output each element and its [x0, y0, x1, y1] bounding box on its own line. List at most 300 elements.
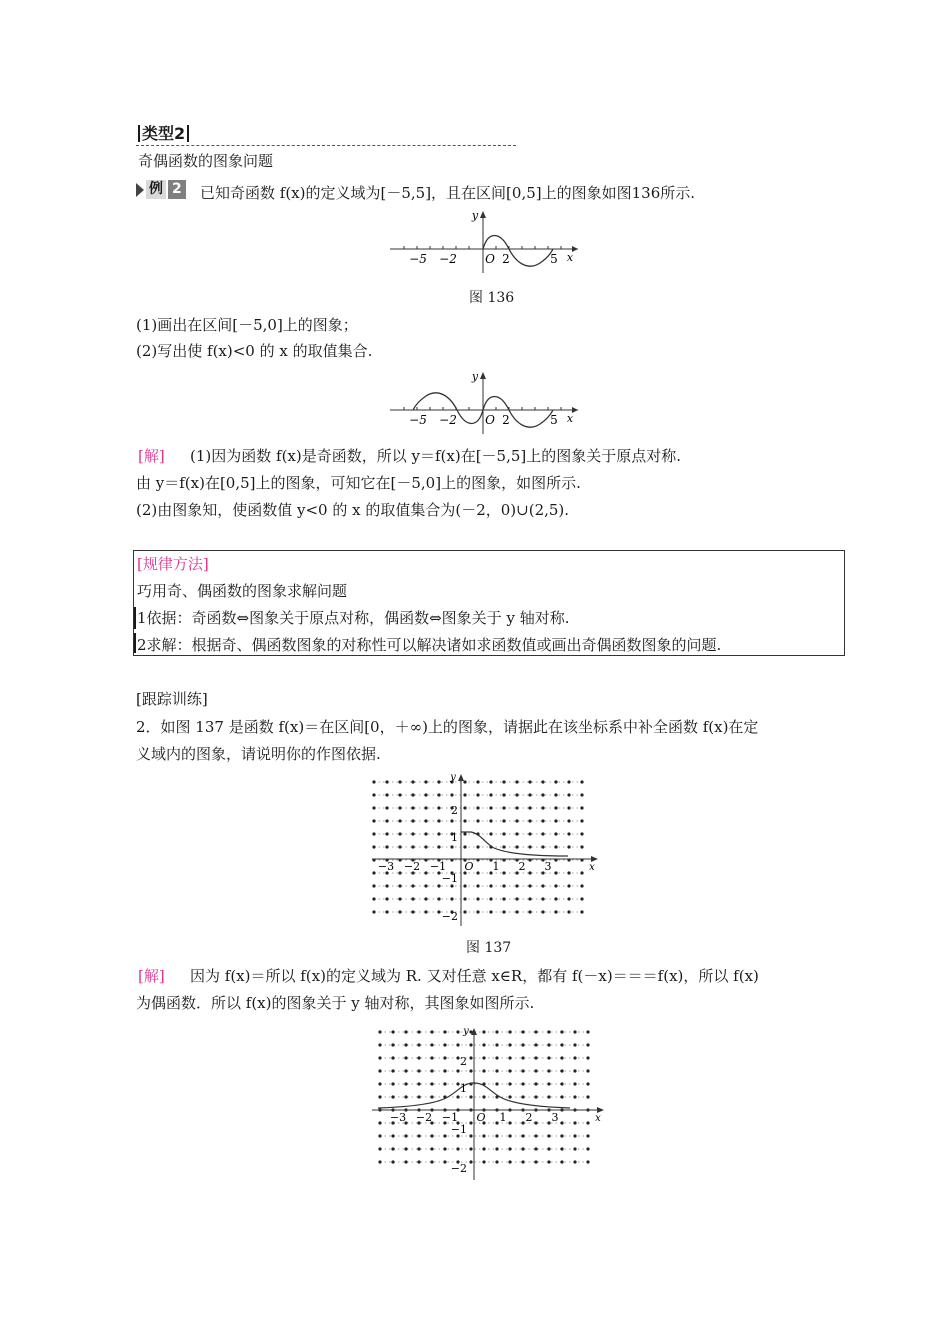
grid-dot	[482, 1056, 485, 1059]
y-arrow-icon	[458, 774, 464, 781]
tick-label: 2	[502, 413, 510, 427]
grid-dot	[580, 845, 583, 848]
grid-dot	[541, 819, 544, 822]
grid-dot	[411, 832, 414, 835]
grid-dot	[508, 1030, 511, 1033]
grid-dot	[391, 1069, 394, 1072]
grid-dot	[469, 1095, 472, 1098]
grid-dot	[463, 910, 466, 913]
grid-dot	[554, 819, 557, 822]
figure-136	[388, 205, 588, 275]
grid-dot	[398, 884, 401, 887]
grid-dot	[456, 1030, 459, 1033]
grid-dot	[586, 1043, 589, 1046]
grid-dot	[476, 871, 479, 874]
grid-dot	[443, 1069, 446, 1072]
grid-dot	[430, 1030, 433, 1033]
grid-dot	[443, 1082, 446, 1085]
grid-dot	[541, 910, 544, 913]
grid-dot	[469, 1121, 472, 1124]
grid-dot	[554, 871, 557, 874]
grid-dot	[580, 897, 583, 900]
grid-dot	[560, 1095, 563, 1098]
x-tick-label: −2	[415, 1111, 433, 1124]
grid-dot	[495, 1160, 498, 1163]
grid-dot	[398, 845, 401, 848]
grid-dot	[378, 1082, 381, 1085]
grid-dot	[521, 1160, 524, 1163]
x-axis-label: x	[589, 862, 595, 873]
y-tick-label: 2	[451, 804, 458, 817]
example-tag-word: 例	[146, 180, 166, 199]
tick-label: −5	[409, 252, 427, 266]
grid-dot	[430, 1147, 433, 1150]
section-subtitle: 奇偶函数的图象问题	[138, 152, 274, 170]
grid-dot	[554, 897, 557, 900]
grid-dot	[372, 793, 375, 796]
grid-dot	[515, 806, 518, 809]
grid-dot	[495, 1043, 498, 1046]
grid-dot	[469, 1134, 472, 1137]
grid-dot	[508, 1134, 511, 1137]
grid-dot	[580, 780, 583, 783]
grid-dot	[547, 1082, 550, 1085]
grid-dot	[372, 780, 375, 783]
grid-dot	[482, 1134, 485, 1137]
practice-solution-line-2: 为偶函数．所以 f(x)的图象关于 y 轴对称，其图象如图所示.	[136, 994, 535, 1012]
grid-dot	[567, 871, 570, 874]
grid-dot	[424, 832, 427, 835]
grid-dot	[547, 1043, 550, 1046]
grid-dot	[391, 1043, 394, 1046]
margin-bar	[134, 607, 136, 629]
grid-dot	[521, 1069, 524, 1072]
grid-dot	[476, 793, 479, 796]
grid-dot	[391, 1082, 394, 1085]
margin-bar	[134, 633, 136, 653]
grid-dot	[554, 806, 557, 809]
grid-dot	[424, 793, 427, 796]
grid-dot	[437, 910, 440, 913]
grid-dot	[417, 1134, 420, 1137]
grid-dot	[560, 1134, 563, 1137]
grid-dot	[508, 1121, 511, 1124]
x-tick-label: 1	[492, 860, 500, 873]
grid-dot	[404, 1043, 407, 1046]
grid-dot	[495, 1056, 498, 1059]
triangle-icon	[136, 183, 144, 197]
example-tag	[136, 180, 186, 199]
grid-dot	[554, 832, 557, 835]
grid-dot	[391, 1056, 394, 1059]
figure-137	[368, 768, 600, 928]
grid-dot	[541, 897, 544, 900]
grid-dot	[560, 1030, 563, 1033]
grid-dot	[417, 1147, 420, 1150]
grid-dot	[476, 884, 479, 887]
grid-dot	[411, 884, 414, 887]
curve-right-half	[461, 832, 568, 856]
origin-label: O	[464, 860, 474, 873]
grid-dot	[560, 1121, 563, 1124]
bracket-bar-left	[138, 125, 140, 142]
grid-dot	[528, 845, 531, 848]
grid-dot	[385, 819, 388, 822]
grid-dot	[573, 1043, 576, 1046]
practice-problem-line-1: 2．如图 137 是函数 f(x)＝在区间[0，＋∞)上的图象，请据此在该坐标系中补全函数 f(x)在定	[136, 718, 759, 736]
grid-dot	[567, 780, 570, 783]
grid-dot	[528, 884, 531, 887]
grid-dot	[580, 793, 583, 796]
grid-dot	[586, 1069, 589, 1072]
grid-dot	[567, 910, 570, 913]
grid-dot	[469, 1056, 472, 1059]
grid-dot	[385, 897, 388, 900]
grid-dot	[502, 793, 505, 796]
grid-dot	[547, 1121, 550, 1124]
grid-dot	[372, 819, 375, 822]
grid-dot	[385, 832, 388, 835]
grid-dot	[534, 1030, 537, 1033]
grid-dot	[586, 1082, 589, 1085]
grid-dot	[372, 871, 375, 874]
grid-dot	[456, 1069, 459, 1072]
y-tick-label: 1	[451, 831, 458, 844]
tick-label: 5	[550, 252, 558, 266]
y-tick-label: −1	[441, 872, 458, 885]
grid-dot	[489, 832, 492, 835]
grid-dot	[372, 884, 375, 887]
grid-dot	[456, 1095, 459, 1098]
x-axis-label: x	[566, 412, 574, 425]
figure-137-caption: 图 137	[466, 940, 512, 956]
method-box-line-2: 1依据：奇函数⇔图象关于原点对称，偶函数⇔图象关于 y 轴对称.	[137, 609, 570, 627]
grid-dot	[567, 819, 570, 822]
grid-dot	[547, 1134, 550, 1137]
x-tick-label: −3	[389, 1111, 407, 1124]
grid-dot	[417, 1095, 420, 1098]
grid-dot	[547, 1069, 550, 1072]
y-tick-label: −1	[450, 1123, 467, 1136]
grid-dot	[398, 910, 401, 913]
grid-dot	[404, 1082, 407, 1085]
y-tick-label: −2	[450, 1162, 467, 1175]
grid-dot	[450, 845, 453, 848]
grid-dot	[521, 1043, 524, 1046]
grid-dot	[482, 1069, 485, 1072]
grid-dot	[378, 1147, 381, 1150]
grid-dot	[398, 897, 401, 900]
grid-dot	[463, 897, 466, 900]
practice-solution-line-1: 因为 f(x)＝所以 f(x)的定义域为 R. 又对任意 x∈R，都有 f(－x)＝＝＝f(x)，所以 f(x)	[190, 967, 759, 985]
grid-dot	[378, 1134, 381, 1137]
grid-dot	[528, 819, 531, 822]
grid-dot	[560, 1082, 563, 1085]
grid-dot	[586, 1147, 589, 1150]
grid-dot	[541, 780, 544, 783]
grid-dot	[430, 1043, 433, 1046]
grid-dot	[586, 1030, 589, 1033]
grid-dot	[515, 780, 518, 783]
grid-dot	[417, 1069, 420, 1072]
question-1: (1)画出在区间[－5,0]上的图象；	[136, 316, 358, 334]
grid-dot	[430, 1082, 433, 1085]
grid-dot	[521, 1095, 524, 1098]
y-axis-label: y	[463, 1026, 469, 1037]
grid-dot	[398, 793, 401, 796]
grid-dot	[476, 780, 479, 783]
grid-dot	[378, 1160, 381, 1163]
grid-dot	[372, 806, 375, 809]
grid-dot	[508, 1069, 511, 1072]
grid-dot	[534, 1121, 537, 1124]
grid-dot	[495, 1069, 498, 1072]
grid-dot	[411, 845, 414, 848]
grid-dot	[547, 1056, 550, 1059]
grid-dot	[430, 1134, 433, 1137]
x-tick-label: 3	[544, 860, 552, 873]
grid-dot	[378, 1030, 381, 1033]
y-tick-label: −2	[441, 910, 458, 923]
y-axis-label: y	[471, 370, 479, 383]
practice-problem-line-2: 义域内的图象，请说明你的作图依据.	[136, 745, 381, 763]
grid-dot	[463, 845, 466, 848]
grid-dot	[404, 1030, 407, 1033]
grid-dot	[378, 1069, 381, 1072]
grid-dot	[489, 819, 492, 822]
grid-dot	[463, 832, 466, 835]
grid-dot	[450, 897, 453, 900]
grid-dot	[443, 1147, 446, 1150]
grid-dot	[502, 806, 505, 809]
grid-dot	[463, 806, 466, 809]
grid-dot	[437, 832, 440, 835]
grid-dot	[528, 780, 531, 783]
grid-dot	[586, 1095, 589, 1098]
dot-grid	[372, 780, 583, 913]
grid-dot	[385, 780, 388, 783]
grid-dot	[508, 1082, 511, 1085]
x-tick-label: −1	[441, 1111, 459, 1124]
grid-dot	[560, 1056, 563, 1059]
grid-dot	[521, 1030, 524, 1033]
grid-dot	[476, 819, 479, 822]
grid-dot	[554, 884, 557, 887]
grid-dot	[424, 780, 427, 783]
grid-dot	[430, 1056, 433, 1059]
figure-odd-solution	[388, 366, 588, 436]
grid-dot	[424, 806, 427, 809]
grid-dot	[482, 1043, 485, 1046]
grid-dot	[398, 780, 401, 783]
grid-dot	[482, 1030, 485, 1033]
grid-dot	[437, 780, 440, 783]
grid-dot	[560, 1043, 563, 1046]
grid-dot	[528, 871, 531, 874]
grid-dot	[573, 1095, 576, 1098]
grid-dot	[495, 1147, 498, 1150]
grid-dot	[554, 845, 557, 848]
grid-dot	[469, 1069, 472, 1072]
section-divider	[136, 145, 516, 146]
grid-dot	[372, 832, 375, 835]
grid-dot	[508, 1160, 511, 1163]
grid-dot	[430, 1069, 433, 1072]
y-arrow-icon	[480, 372, 486, 379]
grid-dot	[573, 1147, 576, 1150]
tick-label: 2	[502, 252, 510, 266]
grid-dot	[398, 819, 401, 822]
grid-dot	[573, 1030, 576, 1033]
grid-dot	[482, 1160, 485, 1163]
grid-dot	[404, 1134, 407, 1137]
grid-dot	[580, 832, 583, 835]
grid-dot	[437, 806, 440, 809]
grid-dot	[495, 1134, 498, 1137]
grid-dot	[586, 1056, 589, 1059]
grid-dot	[495, 1121, 498, 1124]
grid-dot	[489, 897, 492, 900]
grid-dot	[443, 1134, 446, 1137]
x-tick-label: −2	[403, 860, 421, 873]
figure-even-solution	[368, 1022, 608, 1182]
grid-dot	[476, 910, 479, 913]
grid-dot	[495, 1082, 498, 1085]
grid-dot	[567, 806, 570, 809]
x-tick-label: 1	[499, 1111, 507, 1124]
grid-dot	[482, 1095, 485, 1098]
grid-dot	[404, 1056, 407, 1059]
example-statement: 已知奇函数 f(x)的定义域为[－5,5]，且在区间[0,5]上的图象如图136所示.	[200, 184, 696, 202]
tick-label: −2	[439, 252, 457, 266]
grid-dot	[391, 1160, 394, 1163]
x-axis-label: x	[595, 1113, 601, 1124]
grid-dot	[463, 884, 466, 887]
grid-dot	[515, 884, 518, 887]
grid-dot	[489, 780, 492, 783]
grid-dot	[398, 806, 401, 809]
grid-dot	[515, 832, 518, 835]
grid-dot	[385, 806, 388, 809]
grid-dot	[521, 1056, 524, 1059]
grid-dot	[385, 910, 388, 913]
grid-dot	[385, 845, 388, 848]
method-box-line-3: 2求解：根据奇、偶函数图象的对称性可以解决诸如求函数值或画出奇偶函数图象的问题.	[137, 636, 722, 654]
grid-dot	[489, 884, 492, 887]
grid-dot	[489, 910, 492, 913]
grid-dot	[573, 1160, 576, 1163]
y-tick-label: 2	[460, 1055, 467, 1068]
origin-label: O	[485, 413, 495, 427]
grid-dot	[476, 897, 479, 900]
grid-dot	[378, 1043, 381, 1046]
grid-dot	[534, 1160, 537, 1163]
solution-line-3: (2)由图象知，使函数值 y<0 的 x 的取值集合为(－2，0)∪(2,5).	[136, 501, 570, 519]
grid-dot	[411, 897, 414, 900]
grid-dot	[430, 1095, 433, 1098]
grid-dot	[430, 1160, 433, 1163]
grid-dot	[391, 1134, 394, 1137]
grid-dot	[482, 1147, 485, 1150]
grid-dot	[573, 1134, 576, 1137]
grid-dot	[547, 1147, 550, 1150]
bracket-bar-right	[187, 125, 189, 142]
grid-dot	[534, 1056, 537, 1059]
grid-dot	[586, 1134, 589, 1137]
grid-dot	[515, 819, 518, 822]
grid-dot	[372, 910, 375, 913]
grid-dot	[437, 819, 440, 822]
type-label-text: 类型2	[142, 124, 186, 143]
grid-dot	[554, 780, 557, 783]
grid-dot	[560, 1160, 563, 1163]
grid-dot	[547, 1030, 550, 1033]
grid-dot	[534, 1134, 537, 1137]
solution-line-2: 由 y＝f(x)在[0,5]上的图象，可知它在[－5,0]上的图象，如图所示.	[136, 474, 581, 492]
grid-dot	[437, 897, 440, 900]
grid-dot	[378, 1095, 381, 1098]
grid-dot	[437, 884, 440, 887]
method-box-title: [规律方法]	[137, 555, 209, 573]
grid-dot	[567, 832, 570, 835]
grid-dot	[502, 897, 505, 900]
grid-dot	[411, 806, 414, 809]
grid-dot	[450, 819, 453, 822]
grid-dot	[495, 1030, 498, 1033]
figure-136-caption: 图 136	[469, 290, 515, 306]
grid-dot	[450, 793, 453, 796]
x-tick-label: 3	[551, 1111, 559, 1124]
grid-dot	[528, 806, 531, 809]
grid-dot	[528, 793, 531, 796]
grid-dot	[417, 1160, 420, 1163]
grid-dot	[398, 832, 401, 835]
grid-dot	[463, 819, 466, 822]
grid-dot	[398, 871, 401, 874]
grid-dot	[541, 793, 544, 796]
y-arrow-icon	[480, 211, 486, 218]
grid-dot	[567, 845, 570, 848]
grid-dot	[443, 1030, 446, 1033]
grid-dot	[443, 1160, 446, 1163]
question-2: (2)写出使 f(x)<0 的 x 的取值集合.	[136, 342, 373, 360]
grid-dot	[417, 1030, 420, 1033]
grid-dot	[502, 780, 505, 783]
grid-dot	[534, 1069, 537, 1072]
method-box-line-1: 巧用奇、偶函数的图象求解问题	[137, 582, 348, 600]
grid-dot	[508, 1095, 511, 1098]
tick-label: 5	[550, 413, 558, 427]
grid-dot	[580, 910, 583, 913]
grid-dot	[528, 832, 531, 835]
grid-dot	[521, 1082, 524, 1085]
grid-dot	[404, 1095, 407, 1098]
grid-dot	[515, 897, 518, 900]
grid-dot	[417, 1056, 420, 1059]
dot-grid	[378, 1030, 589, 1163]
grid-dot	[580, 806, 583, 809]
grid-dot	[586, 1121, 589, 1124]
y-tick-label: 1	[460, 1082, 467, 1095]
grid-dot	[391, 1030, 394, 1033]
grid-dot	[372, 845, 375, 848]
grid-dot	[456, 1147, 459, 1150]
grid-dot	[437, 793, 440, 796]
grid-dot	[547, 1160, 550, 1163]
grid-dot	[411, 780, 414, 783]
grid-dot	[573, 1121, 576, 1124]
grid-dot	[469, 1160, 472, 1163]
